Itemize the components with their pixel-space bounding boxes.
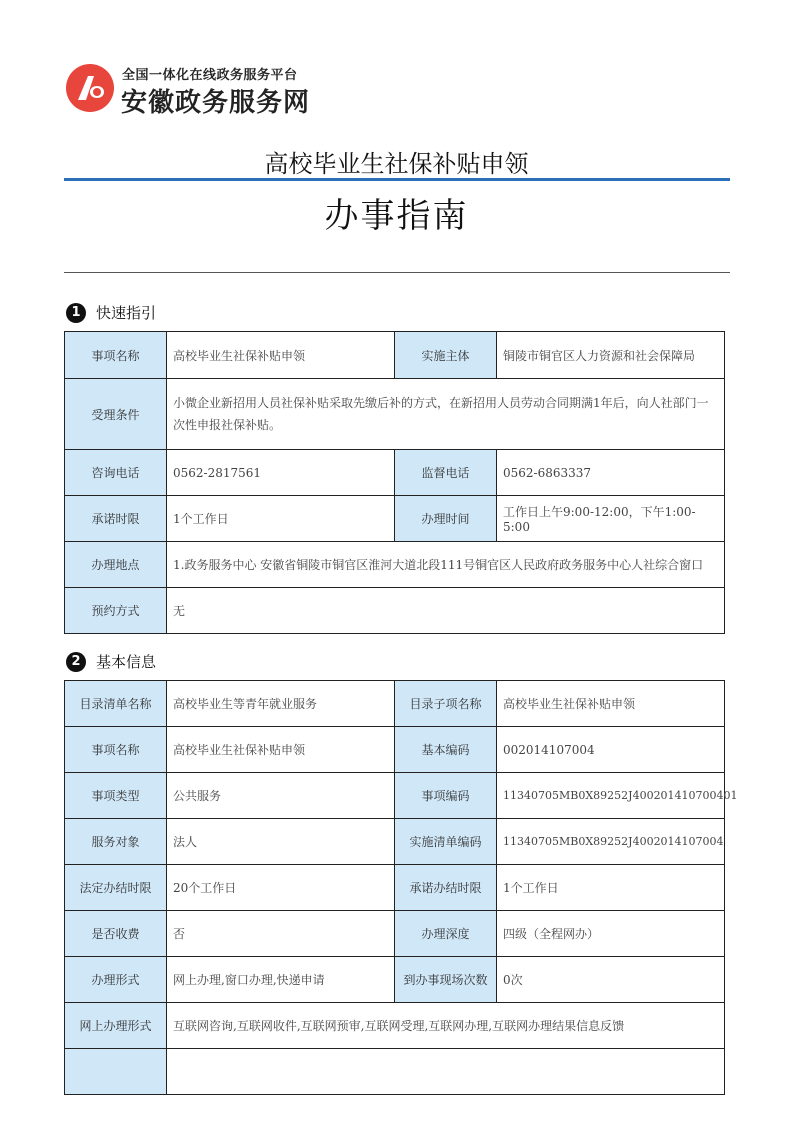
document-subtitle: 办事指南: [324, 196, 469, 236]
label-cell: 目录子项名称: [395, 681, 497, 727]
value-cell: 高校毕业生社保补贴申领: [167, 727, 395, 773]
section-number-2: 2: [66, 652, 86, 672]
value-cell: 11340705MB0X89252J4002014107004: [497, 819, 725, 865]
label-cell: 事项名称: [65, 332, 167, 379]
table-row: [65, 727, 725, 773]
basic-info-table: [64, 680, 738, 1095]
value-cell: 高校毕业生社保补贴申领: [167, 332, 395, 379]
header-divider: [64, 272, 730, 273]
value-cell: 0562-6863337: [497, 450, 725, 496]
label-cell: 是否收费: [65, 911, 167, 957]
value-cell: 1个工作日: [167, 496, 395, 542]
value-cell: 1.政务服务中心 安徽省铜陵市铜官区淮河大道北段111号铜官区人民政府政务服务中心人社综合窗口: [167, 542, 725, 588]
label-cell: 承诺办结时限: [395, 865, 497, 911]
table-row: [65, 773, 725, 819]
quick-guide-table: [64, 331, 725, 634]
label-cell: 事项类型: [65, 773, 167, 819]
value-cell: 1个工作日: [497, 865, 725, 911]
title-divider: [64, 178, 730, 181]
table-row: [65, 450, 725, 496]
table-row: [65, 332, 725, 379]
label-cell: 办理地点: [65, 542, 167, 588]
section-title: 基本信息: [96, 653, 157, 671]
label-cell: 受理条件: [65, 379, 167, 450]
value-cell: 网上办理,窗口办理,快递申请: [167, 957, 395, 1003]
label-cell: 网上办理形式: [65, 1003, 167, 1049]
table-row: [65, 911, 725, 957]
platform-subtitle: 全国一体化在线政务服务平台: [122, 68, 298, 83]
value-cell: 高校毕业生等青年就业服务: [167, 681, 395, 727]
label-cell: 实施清单编码: [395, 819, 497, 865]
table-row: [65, 681, 725, 727]
value-cell: 否: [167, 911, 395, 957]
table-row: [65, 496, 725, 542]
label-cell: 目录清单名称: [65, 681, 167, 727]
section-number-1: 1: [66, 303, 86, 323]
label-cell: 办理形式: [65, 957, 167, 1003]
table-row: [65, 379, 725, 450]
table-row: [65, 865, 725, 911]
label-cell: 监督电话: [395, 450, 497, 496]
label-cell: 承诺时限: [65, 496, 167, 542]
label-cell: [65, 1049, 167, 1095]
table-row: [65, 542, 725, 588]
label-cell: 实施主体: [395, 332, 497, 379]
label-cell: 事项名称: [65, 727, 167, 773]
value-cell: 四级（全程网办）: [497, 911, 725, 957]
label-cell: 预约方式: [65, 588, 167, 634]
value-cell: 小微企业新招用人员社保补贴采取先缴后补的方式，在新招用人员劳动合同期满1年后，向人社部门一次性申报社保补贴。: [167, 379, 725, 450]
value-cell: 无: [167, 588, 725, 634]
table-row: [65, 957, 725, 1003]
label-cell: 基本编码: [395, 727, 497, 773]
table-row: [65, 1003, 725, 1049]
anhui-gov-logo-icon: [64, 62, 116, 114]
value-cell: 法人: [167, 819, 395, 865]
value-cell: 公共服务: [167, 773, 395, 819]
value-cell: 20个工作日: [167, 865, 395, 911]
value-cell: 002014107004: [497, 727, 725, 773]
value-cell: 0562-2817561: [167, 450, 395, 496]
label-cell: 法定办结时限: [65, 865, 167, 911]
value-cell: 互联网咨询,互联网收件,互联网预审,互联网受理,互联网办理,互联网办理结果信息反馈: [167, 1003, 725, 1049]
value-cell: [167, 1049, 725, 1095]
label-cell: 到办事现场次数: [395, 957, 497, 1003]
value-cell: 高校毕业生社保补贴申领: [497, 681, 725, 727]
value-cell: 工作日上午9:00-12:00，下午1:00-5:00: [497, 496, 725, 542]
table-row: [65, 588, 725, 634]
section-title: 快速指引: [96, 304, 157, 322]
label-cell: 办理时间: [395, 496, 497, 542]
label-cell: 事项编码: [395, 773, 497, 819]
document-title: 高校毕业生社保补贴申领: [264, 150, 529, 178]
table-row: [65, 1049, 725, 1095]
label-cell: 办理深度: [395, 911, 497, 957]
table-row: [65, 819, 725, 865]
label-cell: 服务对象: [65, 819, 167, 865]
section-basic-info: [66, 651, 156, 672]
platform-name: 安徽政务服务网: [121, 88, 311, 118]
value-cell: 11340705MB0X89252J400201410700401: [497, 773, 725, 819]
value-cell: 0次: [497, 957, 725, 1003]
label-cell: 咨询电话: [65, 450, 167, 496]
section-quick-guide: [66, 302, 156, 323]
value-cell: 铜陵市铜官区人力资源和社会保障局: [497, 332, 725, 379]
